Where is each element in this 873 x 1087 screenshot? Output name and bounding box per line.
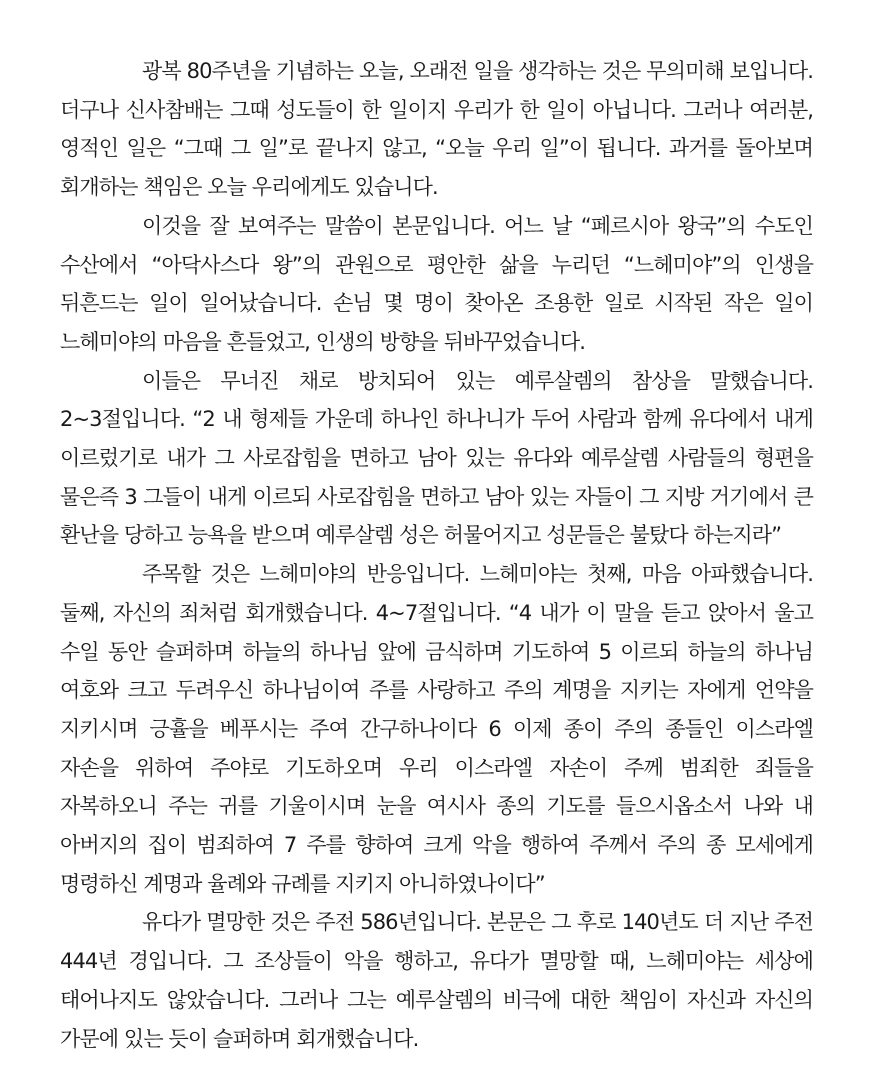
paragraph-1: 광복 80주년을 기념하는 오늘, 오래전 일을 생각하는 것은 무의미해 보입니다. 더구나 신사참배는 그때 성도들이 한 일이지 우리가 한 일이 아닙니다. 그러나 여러분, 영적인 일은 “그때 그 일”로 끝나지 않고, “오늘 우리 일”이 됩니다. 과거를 돌아보며 회개하는 책임은 오늘 우리에게도 있습니다. <box>60 59 813 200</box>
paragraph-2: 이것을 잘 보여주는 말씀이 본문입니다. 어느 날 “페르시아 왕국”의 수도인 수산에서 “아닥사스다 왕”의 관원으로 평안한 삶을 누리던 “느헤미야”의 인생을 뒤흔드는 일이 일어났습니다. 손님 몇 명이 찾아온 조용한 일로 시작된 작은 일이 느헤미야의 마음을 흔들었고, 인생의 방향을 뒤바꾸었습니다. <box>60 213 813 354</box>
paragraph-5: 유다가 멸망한 것은 주전 586년입니다. 본문은 그 후로 140년도 더 지난 주전 444년 경입니다. 그 조상들이 악을 행하고, 유다가 멸망할 때, 느헤미야는 세상에 태어나지도 않았습니다. 그러나 그는 예루살렘의 비극에 대한 책임이 자신과 자신의 가문에 있는 듯이 슬퍼하며 회개했습니다. <box>60 910 813 1051</box>
paragraph-4: 주목할 것은 느헤미야의 반응입니다. 느헤미야는 첫째, 마음 아파했습니다. 둘째, 자신의 죄처럼 회개했습니다. 4~7절입니다. “4 내가 이 말을 듣고 앉아서 울고 수일 동안 슬퍼하며 하늘의 하나님 앞에 금식하며 기도하여 5 이르되 하늘의 하나님 여호와 크고 두려우신 하나님이여 주를 사랑하고 주의 계명을 지키는 자에게 언약을 지키시며 긍휼을 베푸시는 주여 간구하나이다 6 이제 종이 주의 종들인 이스라엘 자손을 위하여 주야로 기도하오며 우리 이스라엘 자손이 주께 범죄한 죄들을 자복하오니 주는 귀를 기울이시며 눈을 여시사 종의 기도를 들으시옵소서 나와 내 아버지의 집이 범죄하여 7 주를 향하여 크게 악을 행하여 주께서 주의 종 모세에게 명령하신 계명과 율례와 규례를 지키지 아니하였나이다” <box>60 562 813 896</box>
paragraph-3: 이들은 무너진 채로 방치되어 있는 예루살렘의 참상을 말했습니다. 2~3절입니다. “2 내 형제들 가운데 하나인 하나니가 두어 사람과 함께 유다에서 내게 이르렀기로 내가 그 사로잡힘을 면하고 남아 있는 유다와 예루살렘 사람들의 형편을 물은즉 3 그들이 내게 이르되 사로잡힘을 면하고 남아 있는 자들이 그 지방 거기에서 큰 환난을 당하고 능욕을 받으며 예루살렘 성은 허물어지고 성문들은 불탔다 하는지라” <box>60 368 813 548</box>
